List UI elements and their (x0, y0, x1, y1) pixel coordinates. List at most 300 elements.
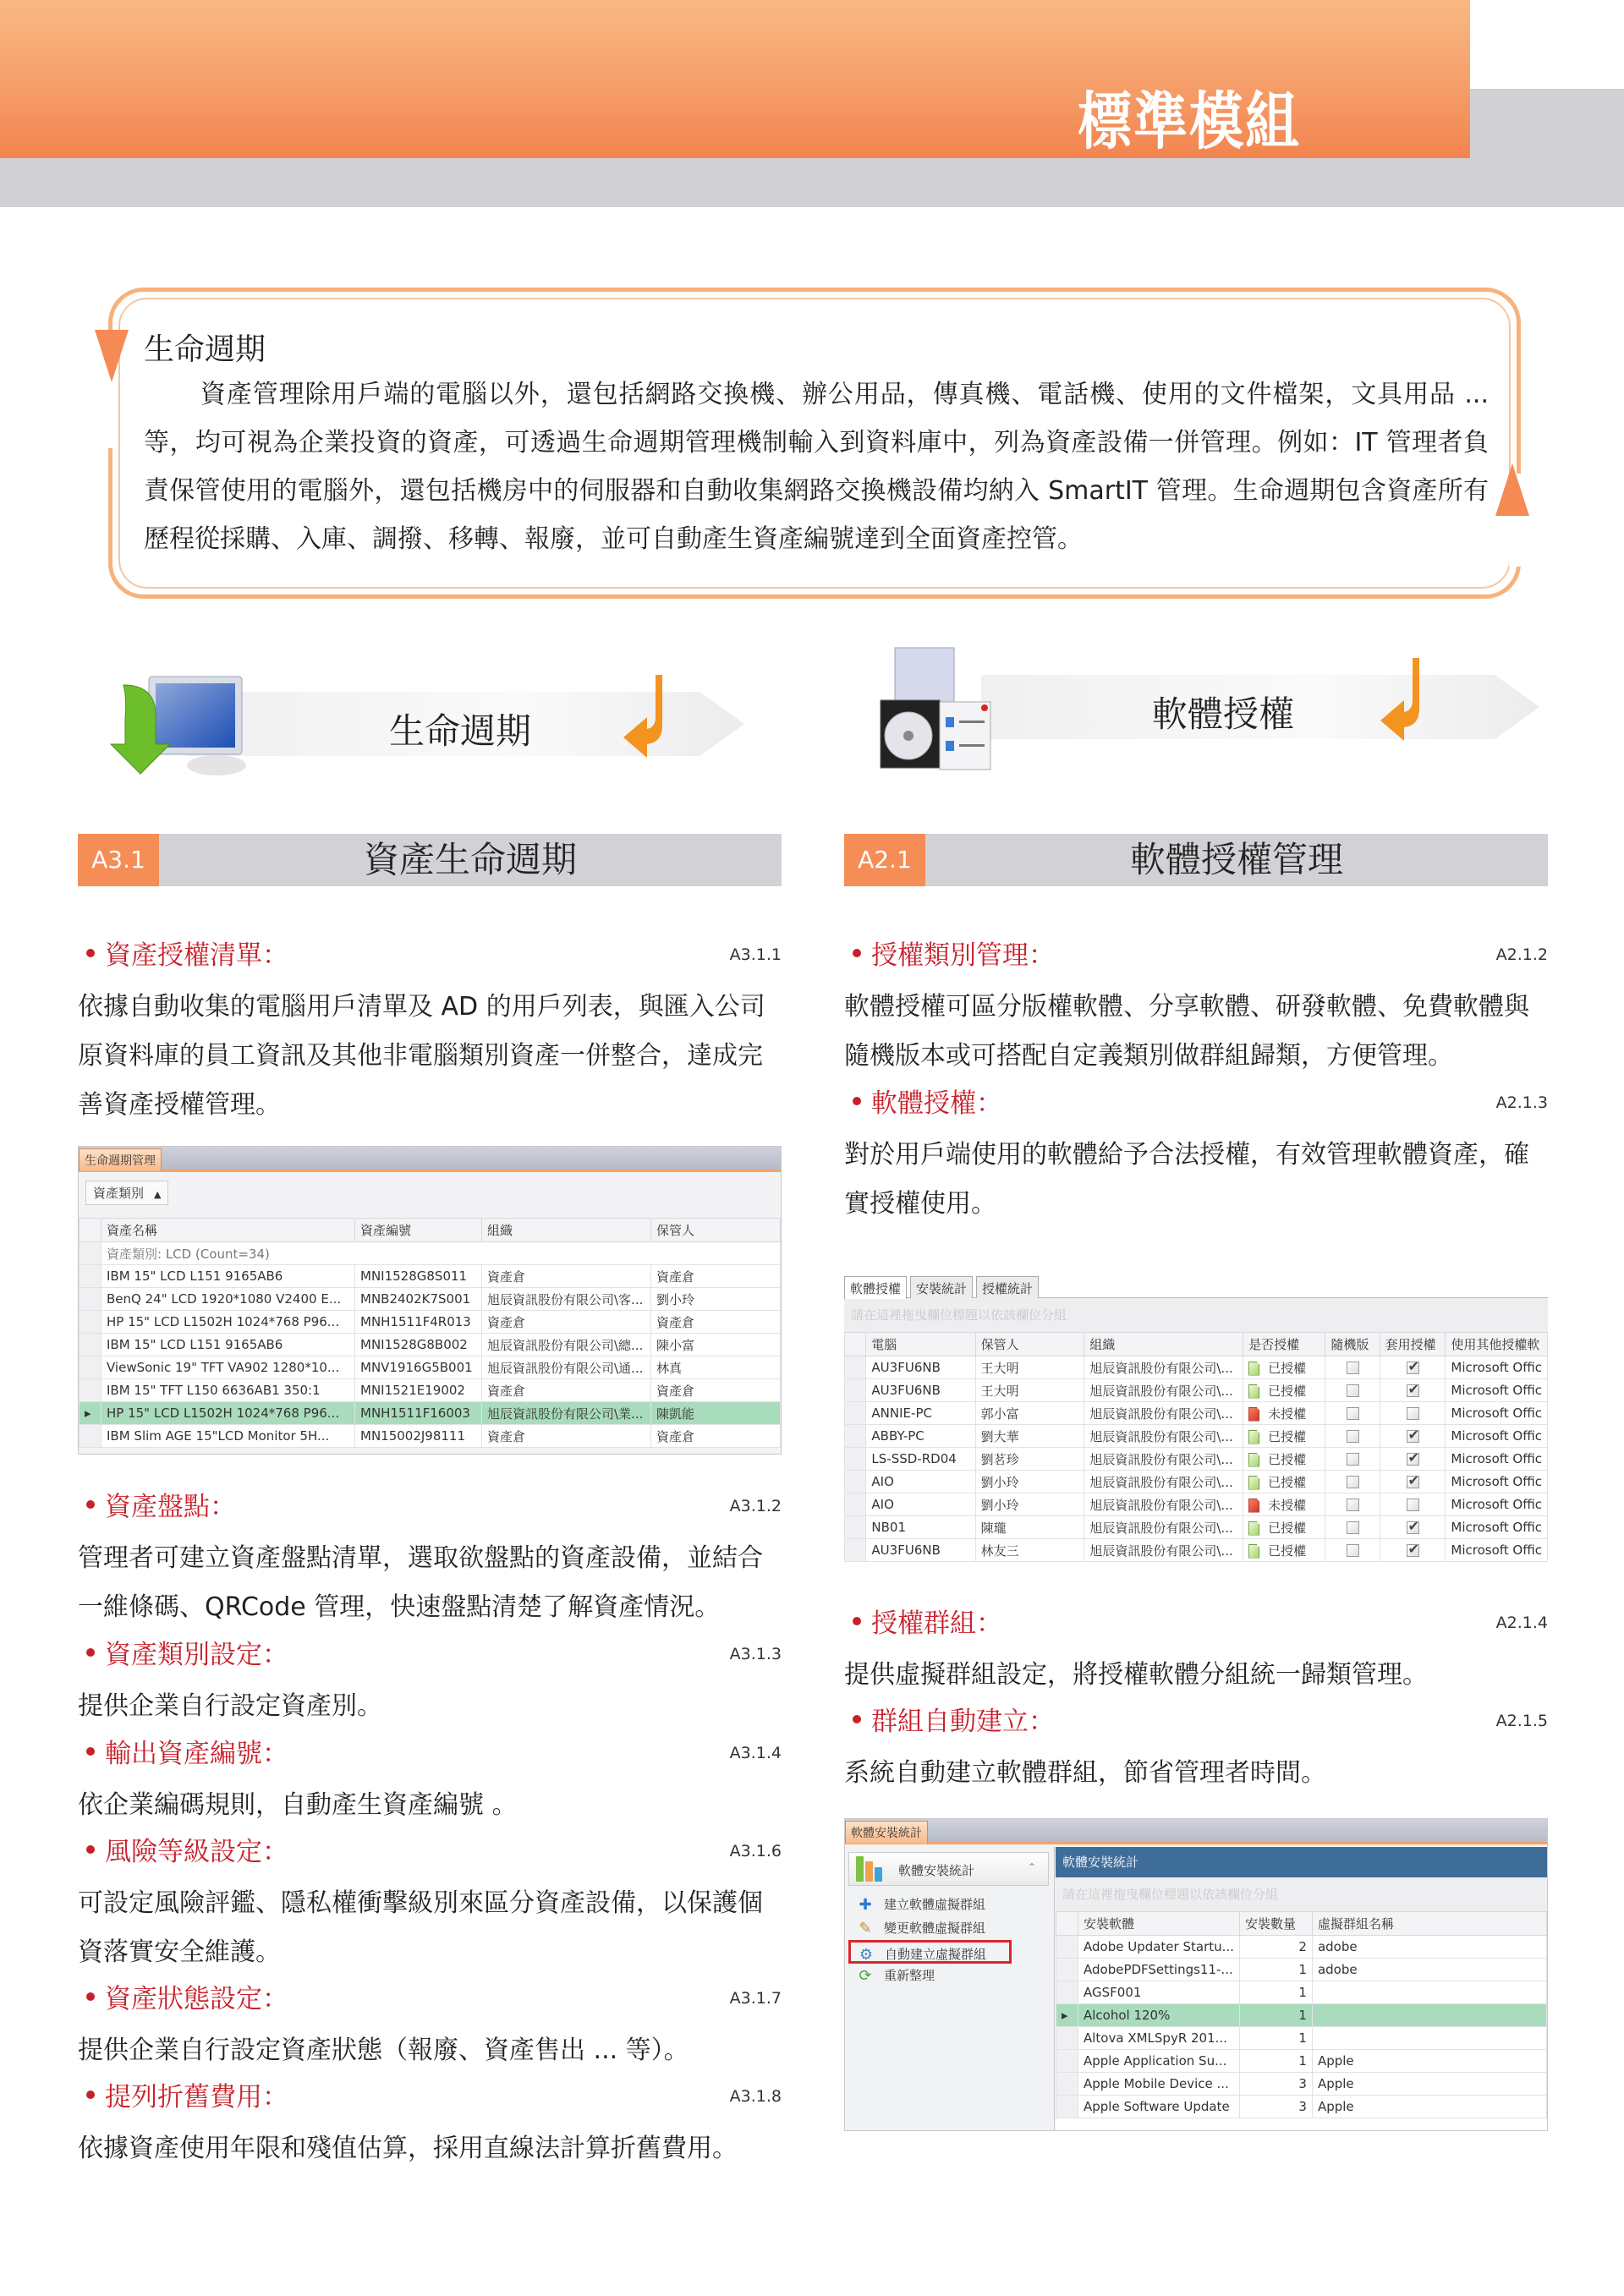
tab-lifecycle-management[interactable]: 生命週期管理 (79, 1148, 162, 1171)
col-asset-name[interactable]: 資產名稱 (102, 1219, 355, 1242)
licensed-doc-icon (1248, 1544, 1259, 1559)
software-install-stats-window (844, 1818, 1548, 2131)
table-row[interactable] (80, 1288, 781, 1311)
gear-icon: ⚙ (859, 1946, 874, 1964)
edit-icon: ✎ (859, 1920, 872, 1937)
row-header (845, 1333, 866, 1356)
cell-computer: NB01 (866, 1516, 975, 1539)
table-row[interactable] (845, 1539, 1548, 1562)
row-indicator (80, 1288, 102, 1311)
table-cell: BenQ 24" LCD 1920*1080 V2400 E... (102, 1288, 355, 1311)
row-header (1056, 1912, 1078, 1936)
window-titlebar (845, 1819, 1547, 1844)
table-row[interactable] (80, 1402, 781, 1425)
col-licensed[interactable]: 是否授權 (1243, 1333, 1325, 1356)
feature-desc: 提供企業自行設定資產別。 (78, 1691, 382, 1721)
cell-count: 1 (1239, 1959, 1312, 1981)
cell-count: 1 (1239, 2027, 1312, 2050)
cell-apply-license (1380, 1516, 1446, 1539)
cell-oem (1325, 1493, 1380, 1516)
cell-apply-license (1380, 1493, 1446, 1516)
feature-item (78, 1735, 782, 1830)
group-row[interactable] (80, 1242, 781, 1265)
table-row[interactable] (1056, 1936, 1547, 1959)
group-by-hint[interactable]: 請在這裡拖曳欄位標題以依該欄位分組 (1056, 1877, 1547, 1911)
table-cell: MNB2402K7S001 (355, 1288, 482, 1311)
cell-group (1312, 2004, 1546, 2027)
feature-name: 資產盤點： (105, 1492, 236, 1522)
sort-asc-icon: ▲ (154, 1189, 162, 1200)
table-cell: 資產倉 (482, 1379, 651, 1402)
cell-oem (1325, 1471, 1380, 1493)
table-row[interactable] (1056, 1981, 1547, 2004)
col-other-license[interactable]: 使用其他授權軟 (1446, 1333, 1548, 1356)
apply-license-checkbox[interactable] (1407, 1362, 1419, 1374)
cell-custodian: 林友三 (975, 1539, 1084, 1562)
table-cell: HP 15" LCD L1502H 1024*768 P96... (102, 1311, 355, 1334)
cell-license-status (1243, 1379, 1325, 1402)
apply-license-checkbox[interactable] (1407, 1521, 1419, 1534)
cell-group: Apple (1312, 2050, 1546, 2073)
oem-checkbox[interactable] (1347, 1384, 1359, 1397)
feature-name: 資產授權清單： (105, 940, 288, 971)
table-row[interactable] (845, 1425, 1548, 1448)
table-row[interactable] (80, 1379, 781, 1402)
row-indicator (80, 1425, 102, 1448)
feature-item (844, 1605, 1548, 1700)
section-title: 資產生命週期 (363, 839, 577, 880)
cell-custodian: 劉小玲 (975, 1493, 1084, 1516)
row-indicator (80, 1379, 102, 1402)
cell-group: Apple (1312, 2096, 1546, 2118)
table-cell: IBM 15" LCD L151 9165AB6 (102, 1334, 355, 1356)
tab-install-stats[interactable]: 軟體安裝統計 (845, 1821, 928, 1844)
cell-apply-license (1380, 1402, 1446, 1425)
cell-other-license: Microsoft Offic (1446, 1539, 1548, 1562)
cell-group: Apple (1312, 2073, 1546, 2096)
plus-icon: ✚ (859, 1896, 872, 1914)
collapse-icon[interactable]: ⌃ (1027, 1861, 1036, 1873)
col-oem[interactable]: 隨機版 (1325, 1333, 1380, 1356)
cell-organization: 旭辰資訊股份有限公司\... (1084, 1516, 1243, 1539)
cell-other-license: Microsoft Offic (1446, 1402, 1548, 1425)
table-cell: HP 15" LCD L1502H 1024*768 P96... (102, 1402, 355, 1425)
col-computer[interactable]: 電腦 (866, 1333, 975, 1356)
cell-other-license: Microsoft Offic (1446, 1516, 1548, 1539)
cell-organization: 旭辰資訊股份有限公司\... (1084, 1425, 1243, 1448)
side-menu (845, 1893, 1054, 1987)
cell-other-license: Microsoft Offic (1446, 1425, 1548, 1448)
feature-code: A2.1.3 (1495, 1093, 1548, 1112)
table-row[interactable] (845, 1356, 1548, 1379)
row-indicator (1056, 1936, 1078, 1959)
cell-organization: 旭辰資訊股份有限公司\... (1084, 1356, 1243, 1379)
cell-license-status (1243, 1448, 1325, 1471)
feature-code: A3.1.1 (729, 945, 782, 964)
intro-title: 生命週期 (144, 332, 266, 367)
table-row[interactable] (845, 1471, 1548, 1493)
table-cell: 資產倉 (482, 1425, 651, 1448)
header-orange-band (0, 0, 1470, 158)
banner-software-license (854, 651, 1531, 753)
row-header (845, 1356, 866, 1379)
feature-item (78, 1981, 782, 2075)
cell-organization: 旭辰資訊股份有限公司\... (1084, 1471, 1243, 1493)
table-cell: 旭辰資訊股份有限公司\總... (482, 1334, 651, 1356)
unlicensed-doc-icon (1248, 1499, 1259, 1513)
cell-custodian: 劉小玲 (975, 1471, 1084, 1493)
oem-checkbox[interactable] (1347, 1453, 1359, 1466)
table-row[interactable] (845, 1516, 1548, 1539)
table-cell: 林真 (651, 1356, 781, 1379)
oem-checkbox[interactable] (1347, 1521, 1359, 1534)
cell-other-license: Microsoft Offic (1446, 1379, 1548, 1402)
row-header (845, 1516, 866, 1539)
apply-license-checkbox[interactable] (1407, 1430, 1419, 1443)
row-indicator (1056, 1981, 1078, 2004)
feature-name: 資產類別設定： (105, 1640, 288, 1670)
cell-computer: ABBY-PC (866, 1425, 975, 1448)
cell-computer: ANNIE-PC (866, 1402, 975, 1425)
cell-oem (1325, 1356, 1380, 1379)
cell-software: Apple Mobile Device ... (1078, 2073, 1240, 2096)
orange-turn-arrow-icon (1379, 658, 1423, 743)
cell-apply-license (1380, 1379, 1446, 1402)
table-cell: ViewSonic 19" TFT VA902 1280*10... (102, 1356, 355, 1379)
table-cell: IBM Slim AGE 15"LCD Monitor 5H... (102, 1425, 355, 1448)
bullet-icon (86, 1747, 95, 1756)
cell-computer: AU3FU6NB (866, 1379, 975, 1402)
bullet-icon (853, 1097, 861, 1105)
feature-name: 風險等級設定： (105, 1837, 288, 1867)
cell-organization: 旭辰資訊股份有限公司\... (1084, 1379, 1243, 1402)
table-cell: 劉小玲 (651, 1288, 781, 1311)
table-cell: 旭辰資訊股份有限公司\通... (482, 1356, 651, 1379)
feature-name: 群組自動建立： (871, 1707, 1055, 1737)
refresh-icon: ⟳ (859, 1967, 872, 1985)
feature-name: 提列折舊費用： (105, 2082, 288, 2112)
section-title: 軟體授權管理 (1129, 839, 1343, 880)
row-indicator (1056, 2027, 1078, 2050)
software-license-window (844, 1273, 1548, 1581)
table-row[interactable] (845, 1379, 1548, 1402)
cell-custodian: 劉茗珍 (975, 1448, 1084, 1471)
table-row[interactable] (845, 1402, 1548, 1425)
cell-organization: 旭辰資訊股份有限公司\... (1084, 1448, 1243, 1471)
licensed-doc-icon (1248, 1362, 1259, 1376)
asset-table (79, 1218, 781, 1448)
orange-turn-arrow-icon (622, 675, 666, 759)
table-cell: 陳小富 (651, 1334, 781, 1356)
cell-custodian: 劉大華 (975, 1425, 1084, 1448)
cell-oem (1325, 1539, 1380, 1562)
table-row[interactable] (1056, 2096, 1547, 2118)
cell-group (1312, 2027, 1546, 2050)
col-organization[interactable]: 組織 (1084, 1333, 1243, 1356)
section-code: A3.1 (78, 834, 159, 886)
cell-software: Adobe Updater Startu... (1078, 1936, 1240, 1959)
apply-license-checkbox[interactable] (1407, 1407, 1419, 1420)
table-cell: 資產倉 (651, 1265, 781, 1288)
group-toolbar (79, 1172, 781, 1218)
bullet-icon (853, 1715, 861, 1723)
banner-lifecycle (85, 668, 761, 770)
panel-title: 軟體安裝統計 (1056, 1847, 1547, 1877)
table-cell: 陳凱能 (651, 1402, 781, 1425)
feature-item (78, 2079, 782, 2173)
section-header-software-license (844, 834, 1548, 886)
cell-license-status (1243, 1516, 1325, 1539)
status-label: 已授權 (1268, 1383, 1307, 1399)
table-row[interactable] (80, 1425, 781, 1448)
cell-computer: LS-SSD-RD04 (866, 1448, 975, 1471)
status-label: 未授權 (1268, 1406, 1307, 1422)
software-box-icon (868, 641, 1003, 776)
feature-code: A3.1.2 (729, 1497, 782, 1515)
cell-software: AdobePDFSettings11-... (1078, 1959, 1240, 1981)
menu-create-virtual-group[interactable] (853, 1893, 1054, 1916)
cell-count: 2 (1239, 1936, 1312, 1959)
cell-software: AGSF001 (1078, 1981, 1240, 2004)
row-indicator (1056, 2096, 1078, 2118)
table-cell: 資產倉 (651, 1425, 781, 1448)
cell-license-status (1243, 1493, 1325, 1516)
feature-name: 輸出資產編號： (105, 1739, 288, 1769)
table-row[interactable] (845, 1448, 1548, 1471)
status-label: 已授權 (1268, 1451, 1307, 1467)
page-title: 標準模組 (1078, 85, 1301, 159)
table-cell: MN15002J98111 (355, 1425, 482, 1448)
bullet-icon (86, 1500, 95, 1509)
cell-oem (1325, 1379, 1380, 1402)
feature-code: A3.1.3 (729, 1645, 782, 1663)
cell-apply-license (1380, 1425, 1446, 1448)
bullet-icon (853, 1617, 861, 1625)
table-row[interactable] (1056, 2004, 1547, 2027)
row-indicator (1056, 2050, 1078, 2073)
cell-count: 3 (1239, 2096, 1312, 2118)
cell-group: adobe (1312, 1936, 1546, 1959)
group-by-hint[interactable]: 請在這裡拖曳欄位標題以依該欄位分組 (844, 1298, 1548, 1332)
cell-software: Apple Software Update (1078, 2096, 1240, 2118)
status-label: 未授權 (1268, 1497, 1307, 1513)
oem-checkbox[interactable] (1347, 1476, 1359, 1488)
arrow-down-icon (95, 330, 129, 382)
section-header-asset-lifecycle (78, 834, 782, 886)
cell-oem (1325, 1425, 1380, 1448)
install-stats-panel (1056, 1847, 1547, 2130)
banner-label: 生命週期 (389, 710, 532, 752)
cell-count: 1 (1239, 2050, 1312, 2073)
bullet-icon (86, 1992, 95, 2001)
apply-license-checkbox[interactable] (1407, 1476, 1419, 1488)
col-installed-software[interactable]: 安裝軟體 (1078, 1912, 1240, 1936)
unlicensed-doc-icon (1248, 1407, 1259, 1422)
cell-license-status (1243, 1356, 1325, 1379)
table-row[interactable] (1056, 1959, 1547, 1981)
oem-checkbox[interactable] (1347, 1544, 1359, 1557)
feature-desc: 管理者可建立資產盤點清單，選取欲盤點的資產設備，並結合一維條碼、QRCode 管理，快速盤點清楚了解資產情況。 (78, 1543, 763, 1622)
status-label: 已授權 (1268, 1520, 1307, 1536)
table-cell: MNI1528G8S011 (355, 1265, 482, 1288)
row-indicator (80, 1311, 102, 1334)
apply-license-checkbox[interactable] (1407, 1384, 1419, 1397)
col-custodian[interactable]: 保管人 (975, 1333, 1084, 1356)
cell-custodian: 王大明 (975, 1379, 1084, 1402)
col-asset-id[interactable]: 資產編號 (355, 1219, 482, 1242)
intro-body (144, 370, 1489, 563)
col-install-count[interactable]: 安裝數量 (1239, 1912, 1312, 1936)
feature-desc: 可設定風險評鑑、隱私權衝擊級別來區分資產設備，以保護個資落實安全維護。 (78, 1888, 763, 1967)
col-virtual-group[interactable]: 虛擬群組名稱 (1312, 1912, 1546, 1936)
oem-checkbox[interactable] (1347, 1430, 1359, 1443)
table-row[interactable] (1056, 2073, 1547, 2096)
feature-code: A2.1.4 (1495, 1614, 1548, 1632)
feature-code: A3.1.4 (729, 1744, 782, 1762)
feature-item (844, 1703, 1548, 1798)
col-custodian[interactable]: 保管人 (651, 1219, 781, 1242)
menu-refresh[interactable] (853, 1964, 1054, 1987)
table-row[interactable] (80, 1356, 781, 1379)
menu-auto-create-virtual-group[interactable] (848, 1940, 1012, 1964)
feature-item (844, 937, 1548, 1081)
apply-license-checkbox[interactable] (1407, 1499, 1419, 1511)
lifecycle-management-window (78, 1146, 782, 1455)
cell-custodian: 陳瓏 (975, 1516, 1084, 1539)
table-row[interactable] (1056, 2050, 1547, 2073)
row-header (80, 1242, 102, 1265)
col-apply-license[interactable]: 套用授權 (1380, 1333, 1446, 1356)
cell-oem (1325, 1402, 1380, 1425)
cell-organization: 旭辰資訊股份有限公司\... (1084, 1539, 1243, 1562)
cell-computer: AIO (866, 1471, 975, 1493)
feature-desc: 提供企業自行設定資產狀態（報廢、資產售出 ... 等）。 (78, 2036, 689, 2065)
feature-desc: 系統自動建立軟體群組，節省管理者時間。 (844, 1758, 1326, 1788)
tab-install-stats[interactable]: 安裝統計 (910, 1276, 973, 1298)
current-row-icon: ▸ (1056, 2004, 1078, 2027)
cell-software: Apple Application Su... (1078, 2050, 1240, 2073)
feature-desc: 提供虛擬群組設定，將授權軟體分組統一歸類管理。 (844, 1660, 1428, 1690)
computer-download-icon (90, 668, 259, 778)
tab-software-license[interactable]: 軟體授權 (844, 1276, 907, 1299)
row-indicator (80, 1265, 102, 1288)
cell-group (1312, 1981, 1546, 2004)
licensed-doc-icon (1248, 1384, 1259, 1399)
table-cell: MNH1511F4R013 (355, 1311, 482, 1334)
table-cell: MNH1511F16003 (355, 1402, 482, 1425)
cell-oem (1325, 1516, 1380, 1539)
oem-checkbox[interactable] (1347, 1499, 1359, 1511)
cell-computer: AU3FU6NB (866, 1539, 975, 1562)
cell-count: 1 (1239, 1981, 1312, 2004)
feature-item (78, 1488, 782, 1632)
feature-name: 授權群組： (871, 1608, 1002, 1639)
oem-checkbox[interactable] (1347, 1362, 1359, 1374)
row-header (80, 1219, 102, 1242)
cell-other-license: Microsoft Offic (1446, 1356, 1548, 1379)
licensed-doc-icon (1248, 1453, 1259, 1467)
oem-checkbox[interactable] (1347, 1407, 1359, 1420)
row-indicator (1056, 1959, 1078, 1981)
feature-code: A3.1.8 (729, 2087, 782, 2106)
table-cell: 資產倉 (482, 1265, 651, 1288)
bar-chart-icon (856, 1856, 886, 1882)
feature-desc: 軟體授權可區分版權軟體、分享軟體、研發軟體、免費軟體與隨機版本或可搭配自定義類別做群組歸類，方便管理。 (844, 992, 1529, 1071)
table-cell: MNI1528G8B002 (355, 1334, 482, 1356)
col-organization[interactable]: 組織 (482, 1219, 651, 1242)
row-header (845, 1471, 866, 1493)
table-row[interactable] (80, 1265, 781, 1288)
bullet-icon (86, 2091, 95, 2099)
section-code: A2.1 (844, 834, 925, 886)
intro-text: 資產管理除用戶端的電腦以外，還包括網路交換機、辦公用品，傳真機、電話機、使用的文件檔架，文具用品 ... 等，均可視為企業投資的資產，可透過生命週期管理機制輸入到資料庫中，列為資產設備一併管理。例如：IT 管理者負責保管使用的電腦外，還包括機房中的伺服器和自動收集網路交換機設備均納入 SmartIT 管理。生命週期包含資產所有歷程從採購、入庫、調撥、移轉、報廢，並可自動產生資產編號達到全面資產控管。 (144, 380, 1489, 554)
side-panel-title: 軟體安裝統計 (898, 1863, 975, 1878)
row-header (845, 1402, 866, 1425)
table-row[interactable] (80, 1311, 781, 1334)
feature-desc: 依企業編碼規則，自動產生資產編號 。 (78, 1790, 518, 1820)
cell-other-license: Microsoft Offic (1446, 1471, 1548, 1493)
menu-label: 變更軟體虛擬群組 (884, 1921, 986, 1936)
feature-item (78, 1636, 782, 1731)
cell-apply-license (1380, 1448, 1446, 1471)
cell-custodian: 郭小富 (975, 1402, 1084, 1425)
table-cell: 資產倉 (651, 1311, 781, 1334)
cell-apply-license (1380, 1539, 1446, 1562)
apply-license-checkbox[interactable] (1407, 1453, 1419, 1466)
tab-license-stats[interactable]: 授權統計 (976, 1276, 1039, 1298)
status-label: 已授權 (1268, 1543, 1307, 1559)
table-cell: 旭辰資訊股份有限公司\客... (482, 1288, 651, 1311)
current-row-icon: ▸ (80, 1402, 102, 1425)
feature-name: 資產狀態設定： (105, 1984, 288, 2014)
bullet-icon (86, 1648, 95, 1657)
group-by-asset-type-button[interactable] (85, 1181, 168, 1205)
bullet-icon (86, 1845, 95, 1854)
table-row[interactable] (845, 1493, 1548, 1516)
menu-label: 建立軟體虛擬群組 (884, 1897, 986, 1912)
window-titlebar (79, 1147, 781, 1172)
row-header (845, 1448, 866, 1471)
feature-name: 授權類別管理： (871, 940, 1055, 971)
feature-desc: 依據自動收集的電腦用戶清單及 AD 的用戶列表，與匯入公司原資料庫的員工資訊及其他非電腦類別資產一併整合，達成完善資產授權管理。 (78, 992, 765, 1120)
table-row[interactable] (1056, 2027, 1547, 2050)
cell-custodian: 王大明 (975, 1356, 1084, 1379)
menu-edit-virtual-group[interactable] (853, 1916, 1054, 1940)
install-table (1056, 1911, 1547, 2118)
table-row[interactable] (80, 1334, 781, 1356)
arrow-up-icon (1495, 463, 1529, 516)
banner-label: 軟體授權 (1152, 693, 1295, 735)
feature-code: A2.1.5 (1495, 1712, 1548, 1730)
licensed-doc-icon (1248, 1430, 1259, 1444)
feature-code: A3.1.6 (729, 1842, 782, 1860)
group-button-label: 資產類別 (93, 1186, 145, 1201)
status-label: 已授權 (1268, 1474, 1307, 1490)
license-table (844, 1332, 1548, 1562)
row-indicator (80, 1356, 102, 1379)
cell-organization: 旭辰資訊股份有限公司\... (1084, 1402, 1243, 1425)
row-indicator (80, 1334, 102, 1356)
cell-group: adobe (1312, 1959, 1546, 1981)
status-label: 已授權 (1268, 1428, 1307, 1444)
side-panel-header[interactable] (848, 1852, 1049, 1886)
feature-item (78, 1833, 782, 1977)
feature-code: A3.1.7 (729, 1989, 782, 2008)
row-indicator (1056, 2073, 1078, 2096)
cell-count: 1 (1239, 2004, 1312, 2027)
apply-license-checkbox[interactable] (1407, 1544, 1419, 1557)
feature-code: A2.1.2 (1495, 945, 1548, 964)
